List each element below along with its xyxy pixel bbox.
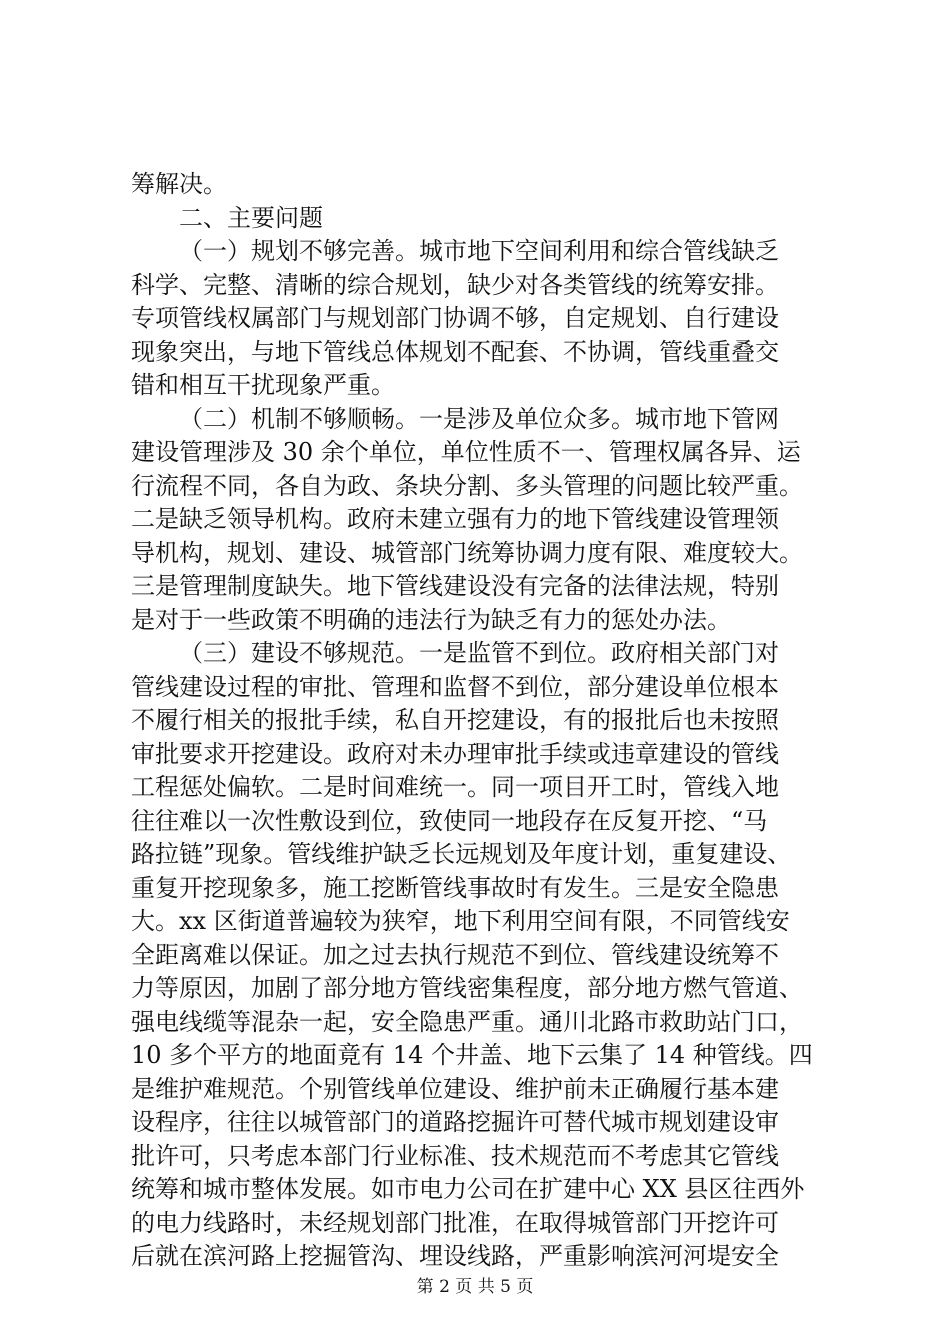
text-line: （一）规划不够完善。城市地下空间利用和综合管线缺乏 (179, 237, 779, 265)
body-text (131, 168, 831, 1274)
text-line: 现象突出，与地下管线总体规划不配套、不协调，管线重叠交 (131, 337, 779, 366)
text-line: 往往难以一次性敷设到位，致使同一地段存在反复开挖、“马 (131, 806, 768, 835)
page-footer (0, 1272, 950, 1297)
text-line: 路拉链”现象。管线维护缺乏长远规划及年度计划，重复建设、 (131, 840, 792, 868)
text-line: 科学、完整、清晰的综合规划，缺少对各类管线的统筹安排。 (131, 270, 779, 299)
text-line: 三是管理制度缺失。地下管线建设没有完备的法律法规，特别 (131, 572, 779, 600)
text-line: 不履行相关的报批手续，私自开挖建设，有的报批后也未按照 (131, 706, 779, 734)
text-line: 重复开挖现象多，施工挖断管线事故时有发生。三是安全隐患 (131, 873, 779, 902)
text-line: （三）建设不够规范。一是监管不到位。政府相关部门对 (179, 639, 779, 667)
text-line: 是维护难规范。个别管线单位建设、维护前未正确履行基本建 (131, 1074, 779, 1103)
text-line: 强电线缆等混杂一起，安全隐患严重。通川北路市救助站门口， (131, 1007, 803, 1036)
text-line: 设程序，往往以城管部门的道路挖掘许可替代城市规划建设审 (131, 1108, 779, 1136)
text-line: （二）机制不够顺畅。一是涉及单位众多。城市地下管网 (179, 404, 779, 433)
text-line: 大。xx 区街道普遍较为狭窄，地下利用空间有限，不同管线安 (131, 907, 790, 935)
text-line: 管线建设过程的审批、管理和监督不到位，部分建设单位根本 (131, 672, 779, 701)
page-number: 第 2 页 共 5 页 (416, 1277, 534, 1297)
text-line: 审批要求开挖建设。政府对未办理审批手续或违章建设的管线 (131, 739, 779, 768)
text-line: 力等原因，加剧了部分地方管线密集程度，部分地方燃气管道、 (131, 974, 803, 1002)
text-line: 是对于一些政策不明确的违法行为缺乏有力的惩处办法。 (131, 605, 731, 634)
text-line: 行流程不同，各自为政、条块分割、多头管理的问题比较严重。 (131, 471, 803, 500)
text-line: 后就在滨河路上挖掘管沟、埋设线路，严重影响滨河河堤安全 (131, 1242, 779, 1270)
text-line: 建设管理涉及 30 余个单位，单位性质不一、管理权属各异、运 (131, 438, 801, 466)
text-line: 10 多个平方的地面竟有 14 个井盖、地下云集了 14 种管线。四 (131, 1041, 813, 1069)
text-line: 错和相互干扰现象严重。 (131, 371, 395, 399)
text-line: 统筹和城市整体发展。如市电力公司在扩建中心 XX 县区往西外 (131, 1175, 805, 1203)
text-line: 批许可，只考虑本部门行业标准、技术规范而不考虑其它管线 (131, 1141, 779, 1170)
text-line: 工程惩处偏软。二是时间难统一。同一项目开工时，管线入地 (131, 773, 779, 801)
text-line: 导机构，规划、建设、城管部门统筹协调力度有限、难度较大。 (131, 538, 803, 567)
text-line: 全距离难以保证。加之过去执行规范不到位、管线建设统筹不 (131, 940, 779, 969)
text-line: 的电力线路时，未经规划部门批准，在取得城管部门开挖许可 (131, 1208, 779, 1237)
text-line: 专项管线权属部门与规划部门协调不够，自定规划、自行建设 (131, 304, 779, 332)
text-line: 二是缺乏领导机构。政府未建立强有力的地下管线建设管理领 (131, 505, 779, 533)
section-heading: 二、主要问题 (179, 203, 323, 232)
text-line: 筹解决。 (131, 170, 227, 198)
